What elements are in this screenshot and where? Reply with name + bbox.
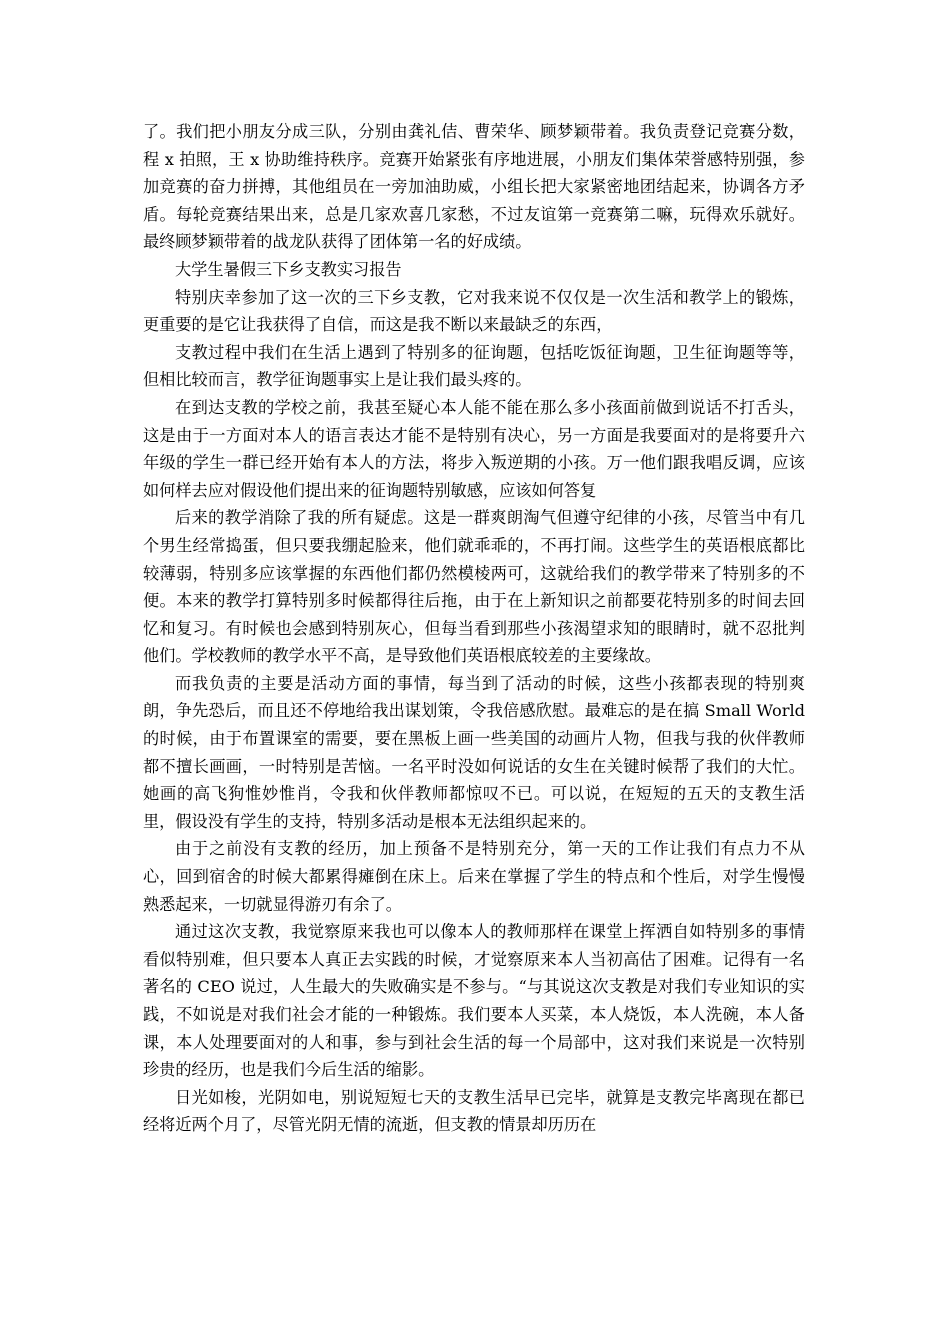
paragraph-7: 由于之前没有支教的经历，加上预备不是特别充分，第一天的工作让我们有点力不从心，回到宿舍的时候大都累得瘫倒在床上。后来在掌握了学生的特点和个性后，对学生慢慢熟悉起来，一切就显得游刃有余了。 — [143, 839, 805, 914]
paragraph-5: 后来的教学消除了我的所有疑虑。这是一群爽朗淘气但遵守纪律的小孩，尽管当中有几个男生经常捣蛋，但只要我绷起脸来，他们就乖乖的，不再打闹。这些学生的英语根底都比较薄弱，特别多应该掌握的东西他们都仍然模棱两可，这就给我们的教学带来了特别多的不便。本来的教学打算特别多时候都得往后拖，由于在上新知识之前都要花特别多的时间去回忆和复习。有时候也会感到特别灰心，但每当看到那些小孩渴望求知的眼睛时，就不忍批判他们。学校教师的教学水平不高，是导致他们英语根底较差的主要缘故。 — [143, 508, 805, 666]
paragraph-8: 通过这次支教，我觉察原来我也可以像本人的教师那样在课堂上挥洒自如特别多的事情看似特别难，但只要本人真正去实践的时候，才觉察原来本人当初高估了困难。记得有一名著名的 CEO 说过，人生最大的失败确实是不参与。“与其说这次支教是对我们专业知识的实践，不如说是对我们社会才能的一种锻炼。我们要本人买菜，本人烧饭，本人洗碗，本人备课，本人处理要面对的人和事，参与到社会生活的每一个局部中，这对我们来说是一次特别珍贵的经历，也是我们今后生活的缩影。 — [143, 922, 805, 1080]
document-body — [143, 118, 805, 1139]
paragraph-2: 特别庆幸参加了这一次的三下乡支教，它对我来说不仅仅是一次生活和教学上的锻炼，更重要的是它让我获得了自信，而这是我不断以来最缺乏的东西， — [143, 287, 805, 335]
paragraph-1: 了。我们把小朋友分成三队，分别由龚礼佶、曹荣华、顾梦颖带着。我负责登记竞赛分数，程 x 拍照，王 x 协助维持秩序。竞赛开始紧张有序地进展，小朋友们集体荣誉感特别强，参加竞赛的奋力拼搏，其他组员在一旁加油助威，小组长把大家紧密地团结起来，协调各方矛盾。每轮竞赛结果出来，总是几家欢喜几家愁，不过友谊第一竞赛第二嘛，玩得欢乐就好。最终顾梦颖带着的战龙队获得了团体第一名的好成绩。 — [143, 122, 805, 252]
paragraph-4: 在到达支教的学校之前，我甚至疑心本人能不能在那么多小孩面前做到说话不打舌头，这是由于一方面对本人的语言表达才能不是特别有决心，另一方面是我要面对的是将要升六年级的学生一群已经开始有本人的方法，将步入叛逆期的小孩。万一他们跟我唱反调，应该如何样去应对假设他们提出来的征询题特别敏感，应该如何答复 — [143, 397, 805, 500]
paragraph-3: 支教过程中我们在生活上遇到了特别多的征询题，包括吃饭征询题，卫生征询题等等，但相比较而言，教学征询题事实上是让我们最头疼的。 — [143, 342, 805, 390]
report-title: 大学生暑假三下乡支教实习报告 — [175, 259, 402, 279]
paragraph-9: 日光如梭，光阴如电，别说短短七天的支教生活早已完毕，就算是支教完毕离现在都已经将近两个月了，尽管光阴无情的流逝，但支教的情景却历历在 — [143, 1087, 805, 1135]
paragraph-6: 而我负责的主要是活动方面的事情，每当到了活动的时候，这些小孩都表现的特别爽朗，争先恐后，而且还不停地给我出谋划策，令我倍感欣慰。最难忘的是在搞 Small World 的时候，由于布置课室的需要，要在黑板上画一些美国的动画片人物，但我与我的伙伴教师都不擅长画画，一时特别是苦恼。一名平时没如何说话的女生在关键时候帮了我们的大忙。她画的高飞狗惟妙惟肖，令我和伙伴教师都惊叹不已。可以说，在短短的五天的支教生活里，假设没有学生的支持，特别多活动是根本无法组织起来的。 — [143, 673, 805, 831]
